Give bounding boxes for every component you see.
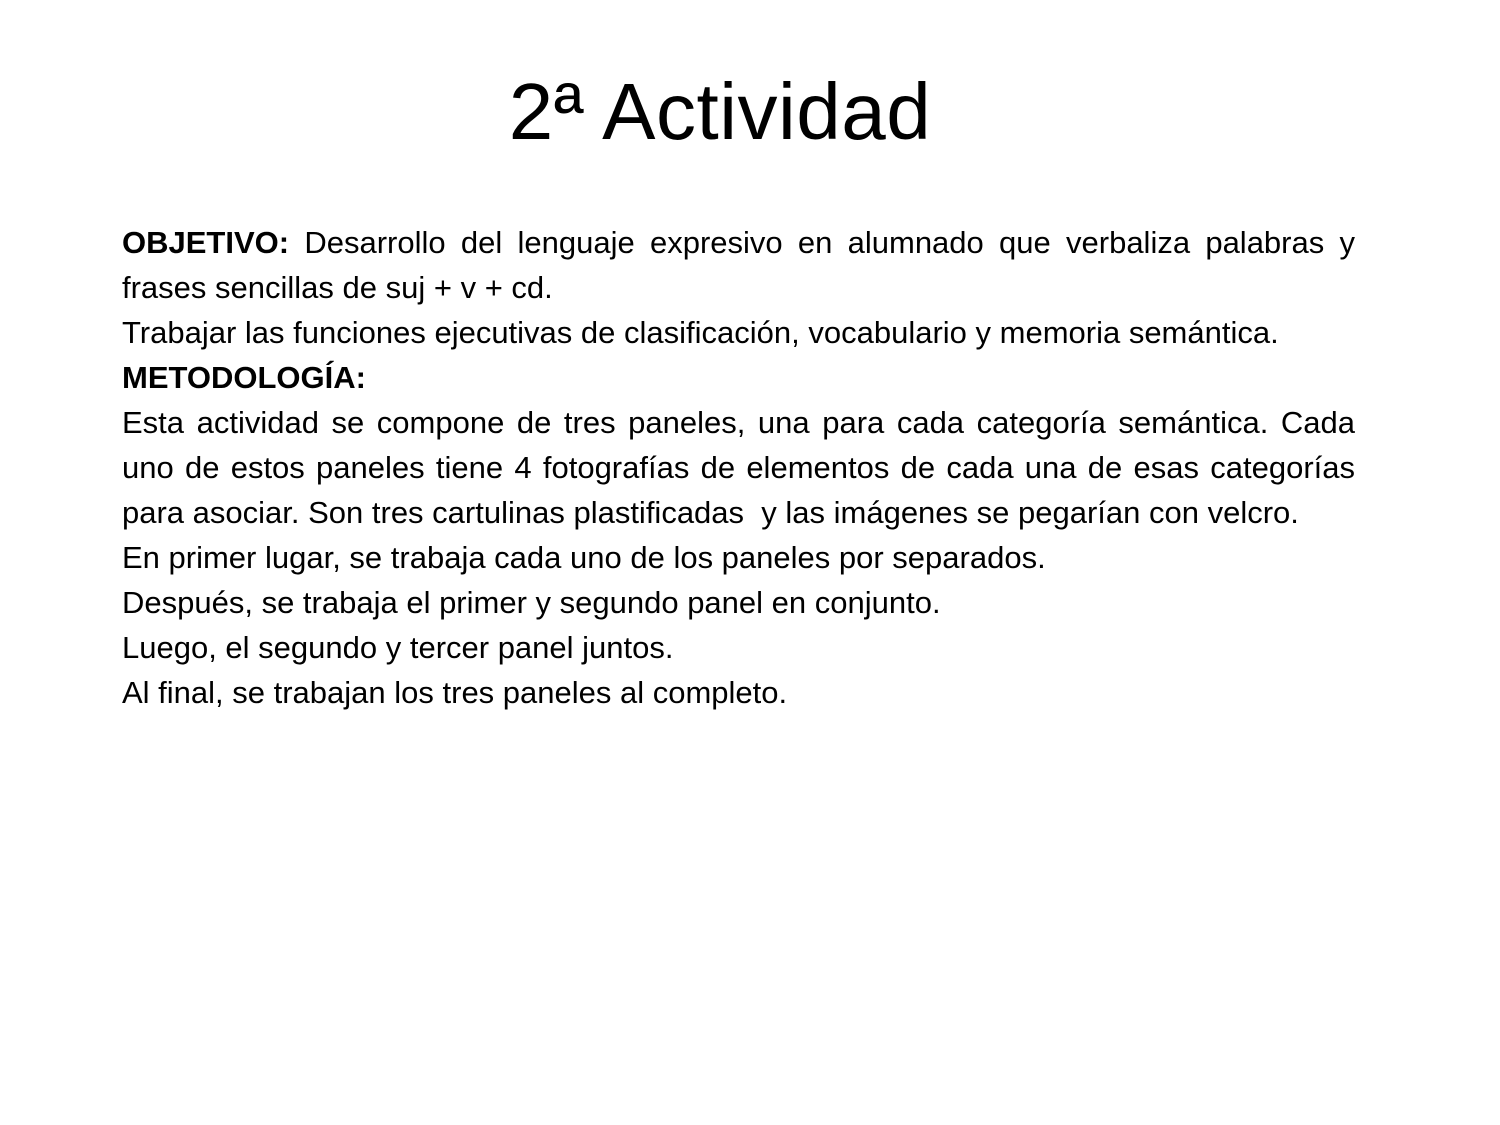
slide-body bbox=[122, 220, 1364, 715]
objetivo-paragraph-2: Trabajar las funciones ejecutivas de clasificación, vocabulario y memoria semántica. bbox=[122, 315, 1279, 350]
objetivo-label: OBJETIVO: bbox=[122, 225, 290, 260]
objetivo-paragraph bbox=[122, 220, 1355, 310]
metodologia-heading bbox=[122, 355, 1355, 400]
metodologia-label: METODOLOGÍA: bbox=[122, 360, 366, 395]
metodologia-step-2: Después, se trabaja el primer y segundo panel en conjunto. bbox=[122, 585, 941, 620]
metodologia-description: Esta actividad se compone de tres paneles, una para cada categoría semántica. Cada uno de estos paneles tiene 4 fotografías de elementos de cada una de esas categorías para asociar. Son tres cartulinas plastificadas y las imágenes se pegarían con velcro. bbox=[122, 405, 1364, 530]
objetivo-text: Desarrollo del lenguaje expresivo en alumnado que verbaliza palabras y frases sencillas de suj + v + cd. bbox=[122, 225, 1355, 305]
slide-title: 2ª Actividad bbox=[508, 67, 932, 156]
metodologia-step-1: En primer lugar, se trabaja cada uno de los paneles por separados. bbox=[122, 540, 1046, 575]
metodologia-step-4: Al final, se trabajan los tres paneles al completo. bbox=[122, 675, 788, 710]
metodologia-step-3: Luego, el segundo y tercer panel juntos. bbox=[122, 630, 674, 665]
